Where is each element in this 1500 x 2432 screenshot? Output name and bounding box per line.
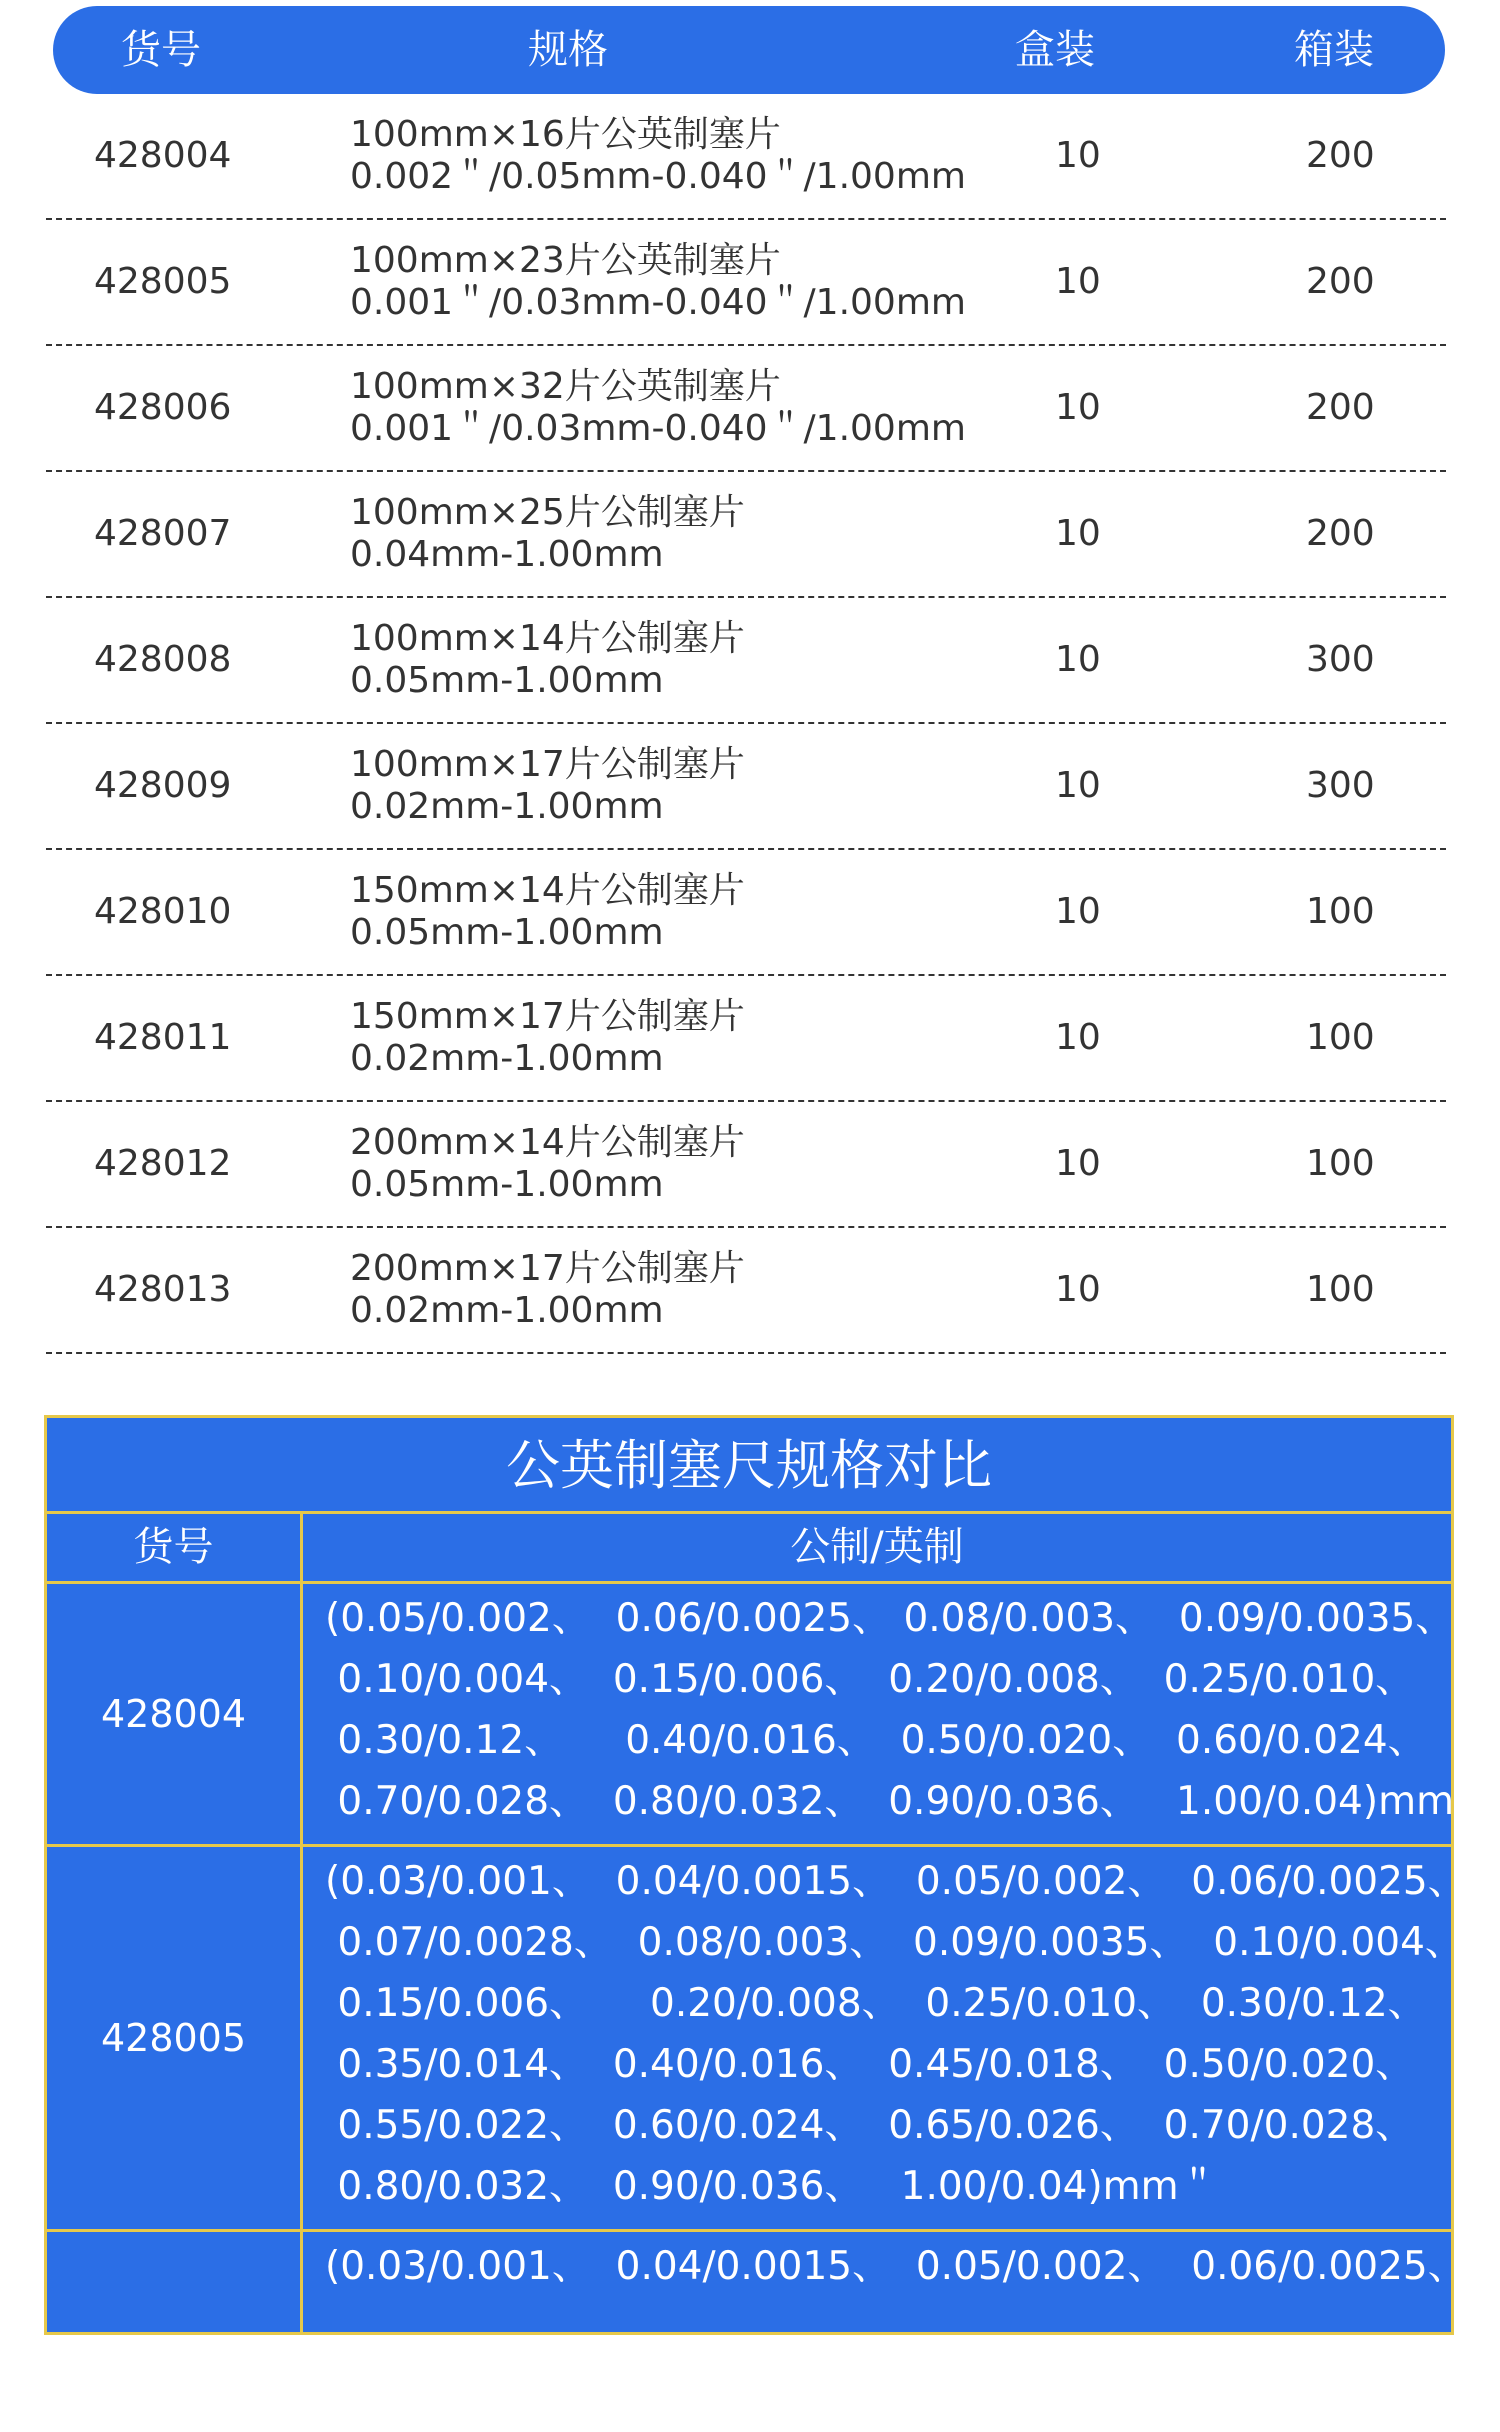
value-line: 0.30/0.12、 0.40/0.016、 0.50/0.020、 0.60/0.024、	[325, 1718, 1427, 1763]
spec-line: 0.04mm-1.00mm	[350, 534, 664, 575]
cell-spec	[350, 1228, 745, 1352]
table-row	[46, 850, 1446, 976]
cell-case-qty: 200	[1306, 513, 1375, 554]
cell-spec	[350, 598, 745, 722]
table-row	[46, 472, 1446, 598]
spec-line: 0.02mm-1.00mm	[350, 1038, 664, 1079]
cell-code: 428013	[94, 1269, 232, 1310]
cell-box-qty: 10	[1055, 387, 1101, 428]
cell-case-qty: 100	[1306, 891, 1375, 932]
comparison-table	[44, 1415, 1494, 2335]
cell-box-qty: 10	[1055, 1017, 1101, 1058]
cell-box-qty: 10	[1055, 1143, 1101, 1184]
comparison-header-row	[47, 1514, 1451, 1584]
cell-box-qty: 10	[1055, 639, 1101, 680]
value-line: (0.05/0.002、 0.06/0.0025、 0.08/0.003、 0.09/0.0035、	[325, 1596, 1455, 1641]
cell-code: 428010	[94, 891, 232, 932]
comparison-row	[47, 1847, 1467, 2232]
spec-table-header	[53, 6, 1445, 94]
spec-line: 0.05mm-1.00mm	[350, 1164, 664, 1205]
spec-line: 100mm×14片公制塞片	[350, 618, 745, 659]
header-case-qty: 箱装	[1294, 27, 1374, 73]
cell-box-qty: 10	[1055, 891, 1101, 932]
spec-line: 0.02mm-1.00mm	[350, 1290, 664, 1331]
spec-line: 200mm×14片公制塞片	[350, 1122, 745, 1163]
value-line: 0.80/0.032、 0.90/0.036、 1.00/0.04)mm＂	[325, 2164, 1218, 2209]
cell-case-qty: 200	[1306, 387, 1375, 428]
cell-case-qty: 100	[1306, 1143, 1375, 1184]
spec-line: 0.05mm-1.00mm	[350, 660, 664, 701]
cell-case-qty: 200	[1306, 135, 1375, 176]
value-line: 0.15/0.006、 0.20/0.008、 0.25/0.010、 0.30/0.12、	[325, 1981, 1427, 2026]
comparison-header-code: 货号	[133, 1524, 214, 1570]
spec-line: 150mm×14片公制塞片	[350, 870, 745, 911]
cell-box-qty: 10	[1055, 261, 1101, 302]
cell-case-qty: 300	[1306, 639, 1375, 680]
comparison-cell-values	[325, 2236, 1467, 2297]
table-row	[46, 1102, 1446, 1228]
cell-spec	[350, 1102, 745, 1226]
spec-line: 100mm×17片公制塞片	[350, 744, 745, 785]
cell-spec	[350, 724, 745, 848]
spec-line: 0.001＂/0.03mm-0.040＂/1.00mm	[350, 408, 966, 449]
comparison-cell-code	[47, 2232, 300, 2432]
spec-line: 100mm×25片公制塞片	[350, 492, 745, 533]
comparison-header-metric-imperial: 公制/英制	[790, 1524, 964, 1570]
cell-spec	[350, 94, 966, 218]
comparison-cell-values	[325, 1588, 1494, 1832]
comparison-cell-code: 428004	[100, 1692, 247, 1736]
spec-line: 0.002＂/0.05mm-0.040＂/1.00mm	[350, 156, 966, 197]
cell-spec	[350, 976, 745, 1100]
spec-line: 100mm×16片公英制塞片	[350, 114, 781, 155]
cell-case-qty: 100	[1306, 1269, 1375, 1310]
table-row	[46, 976, 1446, 1102]
spec-line: 0.02mm-1.00mm	[350, 786, 664, 827]
cell-code: 428008	[94, 639, 232, 680]
header-box-qty: 盒装	[1015, 27, 1095, 73]
spec-line: 100mm×32片公英制塞片	[350, 366, 781, 407]
cell-code: 428007	[94, 513, 232, 554]
spec-line: 100mm×23片公英制塞片	[350, 240, 781, 281]
table-row	[46, 598, 1446, 724]
comparison-row	[47, 2232, 1467, 2432]
spec-table-body	[46, 94, 1446, 1354]
spec-line: 200mm×17片公制塞片	[350, 1248, 745, 1289]
table-row	[46, 724, 1446, 850]
cell-box-qty: 10	[1055, 513, 1101, 554]
comparison-title: 公英制塞尺规格对比	[47, 1418, 1451, 1514]
table-row	[46, 346, 1446, 472]
cell-box-qty: 10	[1055, 135, 1101, 176]
table-row	[46, 220, 1446, 346]
table-row	[46, 94, 1446, 220]
cell-case-qty: 200	[1306, 261, 1375, 302]
cell-code: 428004	[94, 135, 232, 176]
cell-case-qty: 100	[1306, 1017, 1375, 1058]
cell-code: 428006	[94, 387, 232, 428]
cell-code: 428009	[94, 765, 232, 806]
cell-case-qty: 300	[1306, 765, 1375, 806]
table-row	[46, 1228, 1446, 1354]
value-line: (0.03/0.001、 0.04/0.0015、 0.05/0.002、 0.06/0.0025、	[325, 2244, 1467, 2289]
cell-code: 428005	[94, 261, 232, 302]
cell-spec	[350, 850, 745, 974]
value-line: 0.55/0.022、 0.60/0.024、 0.65/0.026、 0.70/0.028、	[325, 2103, 1415, 2148]
cell-code: 428011	[94, 1017, 232, 1058]
cell-box-qty: 10	[1055, 1269, 1101, 1310]
value-line: 0.10/0.004、 0.15/0.006、 0.20/0.008、 0.25/0.010、	[325, 1657, 1415, 1702]
comparison-cell-values	[325, 1851, 1467, 2217]
value-line: 0.70/0.028、 0.80/0.032、 0.90/0.036、 1.00/0.04)mm＂	[325, 1779, 1494, 1824]
header-code: 货号	[121, 27, 201, 73]
comparison-cell-code: 428005	[100, 2016, 247, 2060]
value-line: 0.07/0.0028、 0.08/0.003、 0.09/0.0035、 0.10/0.004、	[325, 1920, 1464, 1965]
cell-spec	[350, 220, 966, 344]
value-line: 0.35/0.014、 0.40/0.016、 0.45/0.018、 0.50/0.020、	[325, 2042, 1415, 2087]
cell-spec	[350, 346, 966, 470]
cell-code: 428012	[94, 1143, 232, 1184]
spec-line: 0.05mm-1.00mm	[350, 912, 664, 953]
header-spec: 规格	[528, 27, 608, 73]
value-line: (0.03/0.001、 0.04/0.0015、 0.05/0.002、 0.06/0.0025、	[325, 1859, 1467, 1904]
cell-spec	[350, 472, 745, 596]
spec-line: 0.001＂/0.03mm-0.040＂/1.00mm	[350, 282, 966, 323]
cell-box-qty: 10	[1055, 765, 1101, 806]
spec-line: 150mm×17片公制塞片	[350, 996, 745, 1037]
comparison-row	[47, 1584, 1494, 1847]
